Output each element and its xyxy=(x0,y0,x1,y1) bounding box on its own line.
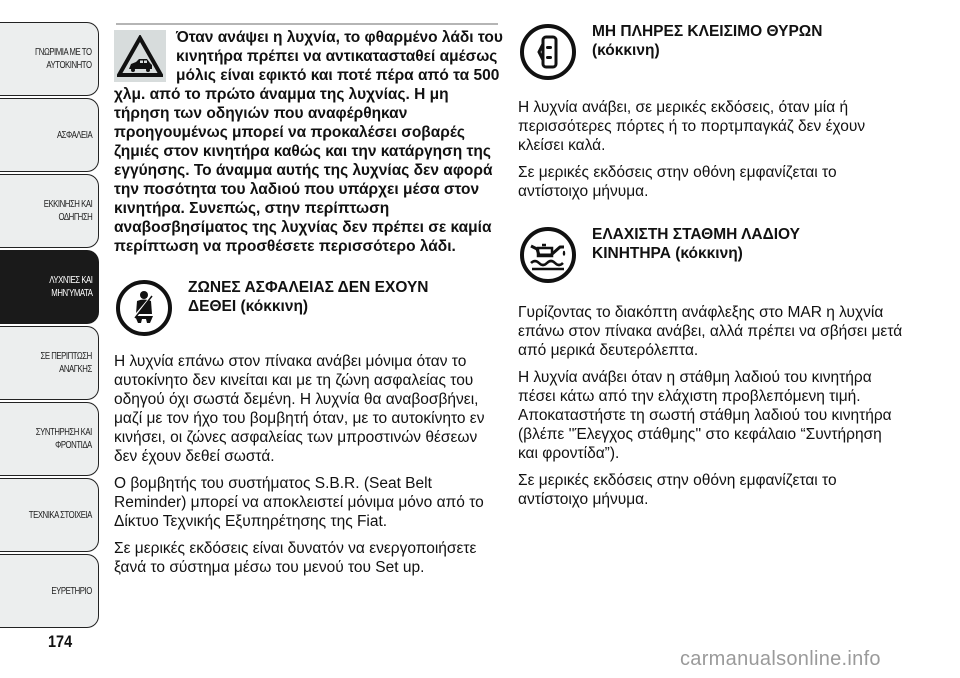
tab-label: ΤΕΧΝΙΚΑ ΣΤΟΙΧΕΙΑ xyxy=(28,509,92,521)
tab-label: ΟΔΗΓΗΣΗ xyxy=(58,212,92,223)
paragraph: Γυρίζοντας το διακόπτη ανάφλεξης στο MAR η λυχνία επάνω στον πίνακα ανάβει, αλλά πρέπει να σβήσει μετά από μερικά δευτερόλεπτα. xyxy=(518,304,903,359)
tab-label: ΑΥΤΟΚΙΝΗΤΟ xyxy=(46,60,92,71)
tab-label: ΜΗΝΎΜΑΤΑ xyxy=(50,288,92,299)
divider xyxy=(116,23,498,25)
tab-getting-to-know-car[interactable] xyxy=(0,22,99,96)
section-heading: ΜΗ ΠΛΗΡΕΣ ΚΛΕΙΣΙΜΟ ΘΥΡΩΝ xyxy=(592,23,823,40)
warning-text: Όταν ανάψει η λυχνία, το φθαρμένο λάδι του κινητήρα πρέπει να αντικατασταθεί αμέσως μόλις είναι εφικτό και ποτέ πέρα από τα 500 χλμ. από το πρώτο άναμμα της λυχνίας. Η μη τήρηση των οδηγιών που αναφέρθηκαν προηγουμένως μπορεί να προκαλέσει σοβαρές ζημιές στον κινητήρα καθώς και την κατάργηση της εγγύησης. Το άναμμα αυτής της λυχνίας δεν αφορά την ποσότητα του λαδιού που υπάρχει μέσα στον κινητήρα. Συνεπώς, στην περίπτωση αναβοσβησίματος της λυχνίας δεν πρέπει σε καμία περίπτωση να προσθέσετε περισσότερο λάδι. xyxy=(114,29,503,255)
doors-section-header xyxy=(518,20,903,90)
tab-safety[interactable] xyxy=(0,98,99,172)
warning-notice xyxy=(114,28,504,256)
left-column xyxy=(114,28,504,585)
paragraph: Η λυχνία ανάβει, σε μερικές εκδόσεις, όταν μία ή περισσότερες πόρτες ή το πορτμπαγκάζ δεν έχουν κλείσει καλά. xyxy=(518,99,866,154)
paragraph: Η λυχνία επάνω στον πίνακα ανάβει μόνιμα όταν το αυτοκίνητο δεν κινείται και με τη ζώνη ασφαλείας του οδηγού όχι σωστά δεμένη. Η λυχνία θα αναβοσβήνει, μαζί με τον ήχο του βομβητή όταν, με το αυτοκίνητο εν κινήσει, οι ζώνες ασφαλείας των μπροστινών θέσεων δεν έχουν δεθεί σωστά. xyxy=(114,353,485,465)
tab-label: ΓΝΩΡΙΜΙΑ ΜΕ ΤΟ xyxy=(35,47,92,58)
warning-triangle-car-icon xyxy=(114,30,166,82)
tab-maintenance-care[interactable] xyxy=(0,402,99,476)
tab-index[interactable] xyxy=(0,554,99,628)
seatbelt-section-header xyxy=(114,276,504,346)
paragraph: Ο βομβητής του συστήματος S.B.R. (Seat Belt Reminder) μπορεί να αποκλειστεί μόνιμα μόνο από το Δίκτυο Τεχνικής Εξυπηρέτησης της Fiat. xyxy=(114,475,484,530)
tab-label: ΑΣΦΑΛΕΙΑ xyxy=(56,129,92,141)
tab-label: ΣΥΝΤΗΡΗΣΗ ΚΑΙ xyxy=(35,427,92,438)
tab-starting-driving[interactable] xyxy=(0,174,99,248)
section-heading: (κόκκινη) xyxy=(592,42,660,59)
oil-section-header xyxy=(518,223,903,293)
tab-label: ΦΡΟΝΤΙΔΑ xyxy=(55,440,92,451)
paragraph: Σε μερικές εκδόσεις στην οθόνη εμφανίζεται το αντίστοιχο μήνυμα. xyxy=(518,164,837,200)
tab-label: ΕΥΡΕΤΗΡΙΟ xyxy=(51,585,92,597)
tab-technical-data[interactable] xyxy=(0,478,99,552)
tab-label: ΕΚΚΙΝΗΣΗ ΚΑΙ xyxy=(43,199,92,210)
tab-label: ΣΕ ΠΕΡΙΠΤΩΣΗ xyxy=(40,351,92,362)
watermark: carmanualsonline.info xyxy=(680,648,881,670)
door-open-icon xyxy=(518,22,578,82)
section-heading: ΔΕΘΕΙ (κόκκινη) xyxy=(188,298,309,315)
right-column xyxy=(518,20,903,517)
paragraph: Σε μερικές εκδόσεις στην οθόνη εμφανίζεται το αντίστοιχο μήνυμα. xyxy=(518,472,837,508)
tab-label: ΑΝΑΓΚΗΣ xyxy=(59,364,92,375)
tab-warning-lights-messages[interactable] xyxy=(0,250,99,324)
tab-label: ΛΥΧΝΊΕΣ ΚΑΙ xyxy=(48,275,92,286)
section-heading: ΕΛΑΧΙΣΤΗ ΣΤΑΘΜΗ ΛΑΔΙΟΥ xyxy=(592,226,801,243)
section-heading: ΚΙΝΗΤΗΡΑ (κόκκινη) xyxy=(592,245,743,262)
page-number: 174 xyxy=(48,632,73,651)
oil-level-icon xyxy=(518,225,578,285)
section-heading: ΖΩΝΕΣ ΑΣΦΑΛΕΙΑΣ ΔΕΝ ΕΧΟΥΝ xyxy=(188,279,429,296)
tab-emergency[interactable] xyxy=(0,326,99,400)
paragraph: Η λυχνία ανάβει όταν η στάθμη λαδιού του κινητήρα πέσει κάτω από την ελάχιστη προβλεπόμενη τιμή. Αποκαταστήστε τη σωστή στάθμη λαδιού του κινητήρα (βλέπε ''Έλεγχος στάθμης'' στο κεφάλαιο “Συντήρηση και φροντίδα”). xyxy=(518,369,892,462)
seatbelt-icon xyxy=(114,278,174,338)
paragraph: Σε μερικές εκδόσεις είναι δυνατόν να ενεργοποιήσετε ξανά το σύστημα μέσω του μενού του Set up. xyxy=(114,540,477,576)
